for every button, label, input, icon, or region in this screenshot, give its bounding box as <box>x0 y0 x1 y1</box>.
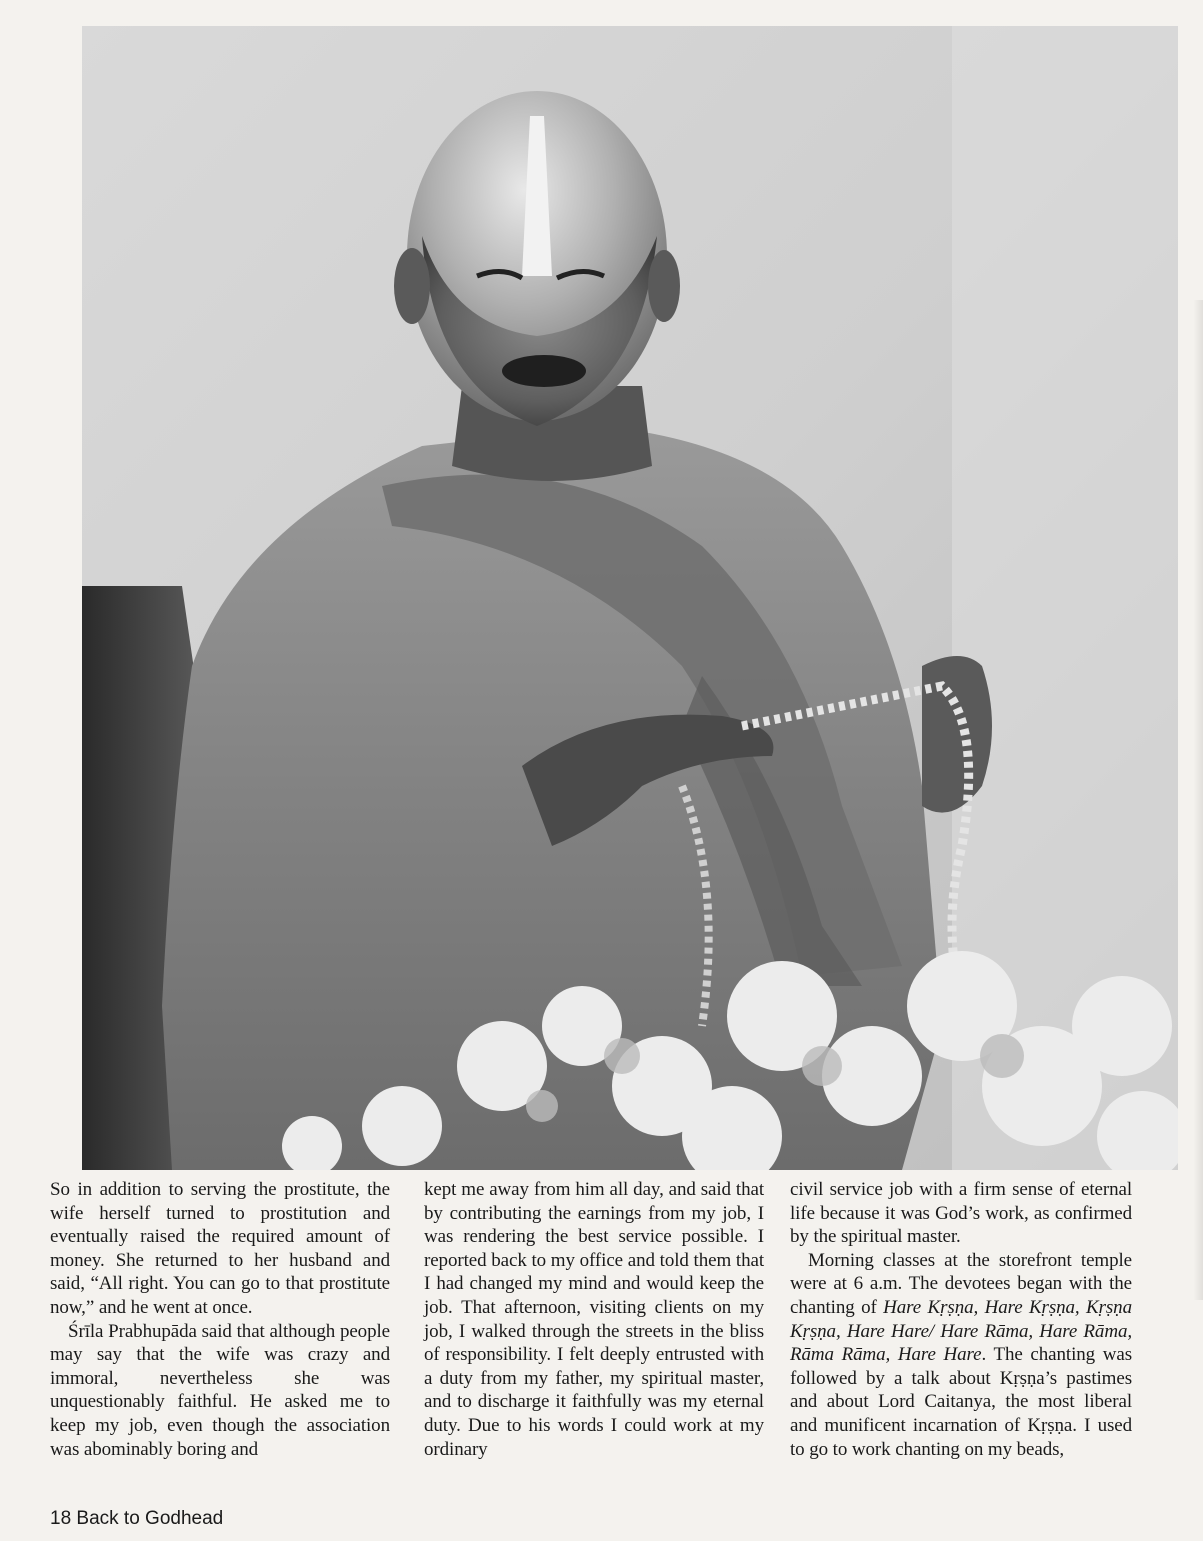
article-column-1 <box>50 1178 390 1461</box>
paragraph-text: Morning classes at the storefront temple were at 6 a.m. The devotees began with the chanting of <box>790 1249 1132 1318</box>
article-column-3 <box>790 1178 1132 1461</box>
article-body <box>50 1178 1134 1488</box>
article-column-2 <box>424 1178 764 1461</box>
portrait-photo-icon <box>82 26 1178 1170</box>
paragraph: Śrīla Prabhupāda said that although people may say that the wife was crazy and immoral, nevertheless she was unquestionably faithful. He asked me to keep my job, even though the association was abominably boring and <box>50 1320 390 1460</box>
portrait-photo <box>82 26 1178 1170</box>
mantra-text: Hare Kṛṣṇa, Hare Kṛṣṇa, Kṛṣṇa Kṛṣṇa, Hare Hare/ Hare Rāma, Hare Rāma, Rāma Rāma, Hare Hare <box>790 1296 1132 1366</box>
page-edge-shadow <box>1193 300 1203 1300</box>
paragraph-text: . The chanting was followed by a talk about Kṛṣṇa’s pastimes and about Lord Caitanya, the most liberal and munificent incarnation of Kṛṣṇa. I used to go to work chanting on my beads, <box>790 1344 1132 1460</box>
paragraph: kept me away from him all day, and said that by contributing the earnings from my job, I was rendering the best service possible. I reported back to my office and told them that I had changed my mind and would keep the job. That afternoon, visiting clients on my job, I walked through the streets in the bliss of responsibility. I felt deeply entrusted with a duty from my father, my spiritual master, and to discharge it faithfully was my eternal duty. Due to his words I could work at my ordinary <box>424 1179 764 1460</box>
paragraph <box>790 1249 1132 1461</box>
paragraph: civil service job with a firm sense of eternal life because it was God’s work, as confirmed by the spiritual master. <box>790 1179 1132 1248</box>
page-footer: 18 Back to Godhead <box>50 1508 224 1529</box>
paragraph: So in addition to serving the prostitute, the wife herself turned to prostitution and eventually raised the required amount of money. She returned to her husband and said, “All right. You can go to that prostitute now,” and he went at once. <box>50 1179 390 1318</box>
